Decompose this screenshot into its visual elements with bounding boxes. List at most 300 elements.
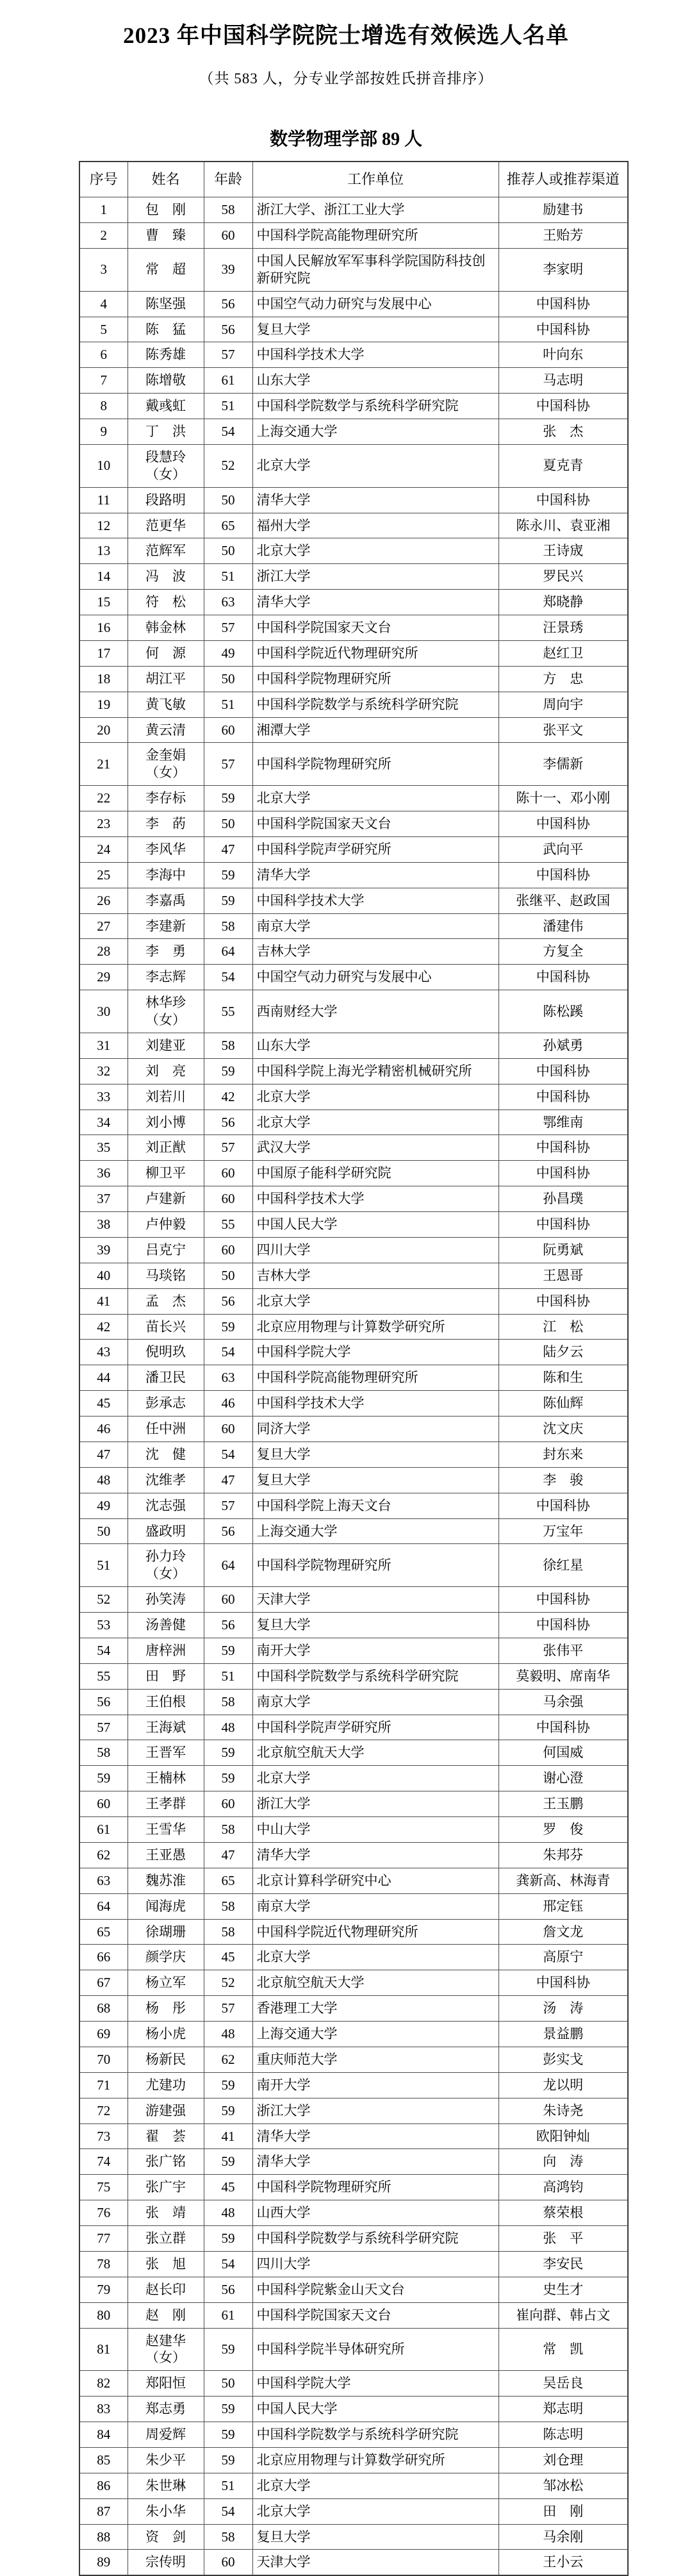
cell-recommender: 彭实戈 — [498, 2047, 628, 2072]
cell-work-unit: 中国科学院物理研究所 — [252, 743, 498, 786]
cell-name: 周爱辉 — [128, 2422, 204, 2448]
cell-recommender: 陈永川、袁亚湘 — [498, 513, 628, 538]
table-row — [79, 1314, 628, 1340]
cell-name: 卢仲毅 — [128, 1212, 204, 1238]
table-row — [79, 368, 628, 394]
cell-serial-number: 39 — [79, 1237, 128, 1263]
cell-recommender: 张 杰 — [498, 419, 628, 445]
cell-age: 63 — [204, 1365, 252, 1391]
cell-work-unit: 北京航空航天大学 — [252, 1740, 498, 1766]
cell-work-unit: 中国科学院上海天文台 — [252, 1493, 498, 1518]
cell-serial-number: 7 — [79, 368, 128, 394]
table-row — [79, 2175, 628, 2200]
cell-recommender: 莫毅明、席南华 — [498, 1663, 628, 1689]
cell-work-unit: 北京大学 — [252, 1109, 498, 1135]
cell-age: 59 — [204, 1638, 252, 1663]
cell-name: 李志辉 — [128, 965, 204, 990]
cell-age: 50 — [204, 2371, 252, 2397]
table-row — [79, 1084, 628, 1109]
cell-name: 朱世琳 — [128, 2473, 204, 2498]
cell-work-unit: 天津大学 — [252, 2550, 498, 2575]
cell-name: 王雪华 — [128, 1817, 204, 1843]
cell-work-unit: 中国科学院大学 — [252, 1340, 498, 1365]
cell-age: 58 — [204, 1033, 252, 1058]
cell-recommender: 徐红星 — [498, 1544, 628, 1587]
cell-age: 54 — [204, 965, 252, 990]
cell-work-unit: 中国空气动力研究与发展中心 — [252, 291, 498, 317]
cell-name: 王楠林 — [128, 1766, 204, 1791]
cell-serial-number: 76 — [79, 2200, 128, 2226]
cell-work-unit: 中国科学技术大学 — [252, 1391, 498, 1417]
cell-age: 55 — [204, 1212, 252, 1238]
table-row — [79, 1467, 628, 1493]
cell-work-unit: 中国科学院物理研究所 — [252, 666, 498, 692]
cell-serial-number: 17 — [79, 640, 128, 666]
cell-work-unit: 中国科学院声学研究所 — [252, 836, 498, 862]
cell-work-unit: 中国科学技术大学 — [252, 888, 498, 913]
cell-work-unit: 中国科学院高能物理研究所 — [252, 1365, 498, 1391]
cell-age: 60 — [204, 1417, 252, 1442]
table-row — [79, 2226, 628, 2252]
cell-work-unit: 中国空气动力研究与发展中心 — [252, 965, 498, 990]
cell-name: 任中洲 — [128, 1417, 204, 1442]
cell-recommender: 王诗宬 — [498, 538, 628, 564]
cell-recommender: 中国科协 — [498, 1135, 628, 1161]
table-row — [79, 2277, 628, 2302]
table-row — [79, 743, 628, 786]
cell-work-unit: 清华大学 — [252, 862, 498, 888]
cell-serial-number: 3 — [79, 248, 128, 291]
table-row — [79, 1970, 628, 1996]
cell-work-unit: 湘潭大学 — [252, 717, 498, 743]
table-row — [79, 1237, 628, 1263]
cell-name: 彭承志 — [128, 1391, 204, 1417]
cell-name: 常 超 — [128, 248, 204, 291]
cell-serial-number: 15 — [79, 590, 128, 615]
cell-serial-number: 57 — [79, 1715, 128, 1740]
cell-recommender: 景益鹏 — [498, 2022, 628, 2047]
table-body — [79, 197, 628, 2576]
cell-recommender: 罗民兴 — [498, 564, 628, 590]
cell-serial-number: 41 — [79, 1288, 128, 1314]
cell-recommender: 江 松 — [498, 1314, 628, 1340]
cell-age: 41 — [204, 2123, 252, 2149]
cell-age: 60 — [204, 1186, 252, 1212]
table-row — [79, 2397, 628, 2422]
gender-note: （女） — [145, 765, 186, 781]
cell-name: 张广铭 — [128, 2149, 204, 2175]
table-row — [79, 342, 628, 368]
cell-serial-number: 89 — [79, 2550, 128, 2575]
table-row — [79, 1715, 628, 1740]
cell-name: 李存标 — [128, 786, 204, 811]
cell-name: 段慧玲 （女） — [128, 444, 204, 487]
table-row — [79, 786, 628, 811]
table-row — [79, 1587, 628, 1613]
cell-recommender: 中国科协 — [498, 1212, 628, 1238]
cell-work-unit: 中国科学院半导体研究所 — [252, 2328, 498, 2371]
cell-age: 54 — [204, 419, 252, 445]
cell-age: 56 — [204, 2277, 252, 2302]
cell-name: 陈坚强 — [128, 291, 204, 317]
cell-serial-number: 37 — [79, 1186, 128, 1212]
cell-work-unit: 中国科学院高能物理研究所 — [252, 223, 498, 249]
cell-name: 胡江平 — [128, 666, 204, 692]
cell-name: 何 源 — [128, 640, 204, 666]
cell-age: 57 — [204, 743, 252, 786]
cell-serial-number: 63 — [79, 1868, 128, 1893]
cell-work-unit: 香港理工大学 — [252, 1996, 498, 2022]
cell-recommender: 欧阳钟灿 — [498, 2123, 628, 2149]
cell-age: 59 — [204, 2447, 252, 2473]
table-row — [79, 717, 628, 743]
cell-serial-number: 35 — [79, 1135, 128, 1161]
cell-serial-number: 83 — [79, 2397, 128, 2422]
cell-age: 65 — [204, 513, 252, 538]
cell-age: 47 — [204, 836, 252, 862]
header-row — [79, 162, 628, 197]
cell-recommender: 张继平、赵政国 — [498, 888, 628, 913]
table-row — [79, 317, 628, 342]
cell-recommender: 方复全 — [498, 939, 628, 965]
cell-recommender: 邹冰松 — [498, 2473, 628, 2498]
cell-work-unit: 中国科学技术大学 — [252, 342, 498, 368]
cell-age: 50 — [204, 1263, 252, 1288]
table-row — [79, 939, 628, 965]
cell-age: 49 — [204, 640, 252, 666]
cell-work-unit: 上海交通大学 — [252, 419, 498, 445]
cell-recommender: 中国科协 — [498, 487, 628, 513]
cell-name: 王晋军 — [128, 1740, 204, 1766]
cell-work-unit: 西南财经大学 — [252, 990, 498, 1033]
table-row — [79, 1033, 628, 1058]
gender-note: （女） — [145, 466, 186, 482]
cell-work-unit: 清华大学 — [252, 590, 498, 615]
cell-work-unit: 南开大学 — [252, 1638, 498, 1663]
cell-age: 60 — [204, 1237, 252, 1263]
cell-name: 田 野 — [128, 1663, 204, 1689]
cell-name: 宗传明 — [128, 2550, 204, 2575]
table-row — [79, 1996, 628, 2022]
cell-age: 45 — [204, 1945, 252, 1970]
cell-name: 朱小华 — [128, 2498, 204, 2524]
cell-serial-number: 70 — [79, 2047, 128, 2072]
table-row — [79, 538, 628, 564]
table-row — [79, 2098, 628, 2123]
cell-recommender: 中国科协 — [498, 1084, 628, 1109]
cell-work-unit: 复旦大学 — [252, 2524, 498, 2550]
cell-work-unit: 中国科学院物理研究所 — [252, 2175, 498, 2200]
cell-age: 56 — [204, 1288, 252, 1314]
cell-recommender: 中国科协 — [498, 1058, 628, 1084]
cell-serial-number: 88 — [79, 2524, 128, 2550]
cell-name: 丁 洪 — [128, 419, 204, 445]
cell-serial-number: 27 — [79, 913, 128, 939]
cell-serial-number: 79 — [79, 2277, 128, 2302]
cell-recommender: 沈文庆 — [498, 1417, 628, 1442]
cell-name: 孟 杰 — [128, 1288, 204, 1314]
table-row — [79, 1391, 628, 1417]
cell-recommender: 詹文龙 — [498, 1919, 628, 1945]
cell-name: 李海中 — [128, 862, 204, 888]
cell-age: 61 — [204, 368, 252, 394]
cell-serial-number: 22 — [79, 786, 128, 811]
cell-recommender: 陈志明 — [498, 2422, 628, 2448]
cell-recommender: 邢定钰 — [498, 1893, 628, 1919]
cell-recommender: 中国科协 — [498, 317, 628, 342]
table-row — [79, 1663, 628, 1689]
cell-work-unit: 清华大学 — [252, 1842, 498, 1868]
cell-serial-number: 38 — [79, 1212, 128, 1238]
cell-serial-number: 49 — [79, 1493, 128, 1518]
cell-serial-number: 75 — [79, 2175, 128, 2200]
cell-name: 汤善健 — [128, 1613, 204, 1638]
cell-work-unit: 北京应用物理与计算数学研究所 — [252, 1314, 498, 1340]
cell-age: 58 — [204, 1919, 252, 1945]
cell-age: 59 — [204, 1740, 252, 1766]
cell-recommender: 赵红卫 — [498, 640, 628, 666]
cell-work-unit: 北京大学 — [252, 1945, 498, 1970]
cell-recommender: 封东来 — [498, 1442, 628, 1467]
table-row — [79, 248, 628, 291]
cell-serial-number: 67 — [79, 1970, 128, 1996]
cell-serial-number: 82 — [79, 2371, 128, 2397]
table-row — [79, 1842, 628, 1868]
cell-recommender: 田 刚 — [498, 2498, 628, 2524]
section-title: 数学物理学部 89 人 — [269, 129, 422, 149]
cell-age: 62 — [204, 2047, 252, 2072]
cell-recommender: 王玉鹏 — [498, 1791, 628, 1817]
cell-name: 柳卫平 — [128, 1161, 204, 1186]
table-row — [79, 2022, 628, 2047]
cell-serial-number: 51 — [79, 1544, 128, 1587]
cell-work-unit: 北京大学 — [252, 538, 498, 564]
cell-work-unit: 南京大学 — [252, 913, 498, 939]
cell-work-unit: 中国人民解放军军事科学院国防科技创新研究院 — [252, 248, 498, 291]
cell-age: 50 — [204, 538, 252, 564]
cell-work-unit: 北京大学 — [252, 786, 498, 811]
cell-age: 57 — [204, 1135, 252, 1161]
cell-work-unit: 北京应用物理与计算数学研究所 — [252, 2447, 498, 2473]
cell-recommender: 中国科协 — [498, 1970, 628, 1996]
cell-age: 59 — [204, 2328, 252, 2371]
cell-serial-number: 31 — [79, 1033, 128, 1058]
cell-serial-number: 86 — [79, 2473, 128, 2498]
cell-name: 刘小博 — [128, 1109, 204, 1135]
cell-age: 58 — [204, 2524, 252, 2550]
cell-work-unit: 南开大学 — [252, 2072, 498, 2098]
table-row — [79, 2072, 628, 2098]
cell-work-unit: 浙江大学 — [252, 2098, 498, 2123]
cell-recommender: 中国科协 — [498, 1161, 628, 1186]
cell-work-unit: 清华大学 — [252, 2149, 498, 2175]
cell-work-unit: 北京航空航天大学 — [252, 1970, 498, 1996]
cell-age: 57 — [204, 1493, 252, 1518]
cell-recommender: 汤 涛 — [498, 1996, 628, 2022]
cell-age: 48 — [204, 2200, 252, 2226]
cell-work-unit: 吉林大学 — [252, 939, 498, 965]
table-row — [79, 1263, 628, 1288]
cell-recommender: 中国科协 — [498, 1493, 628, 1518]
table-row — [79, 2047, 628, 2072]
cell-age: 54 — [204, 2498, 252, 2524]
cell-age: 57 — [204, 342, 252, 368]
cell-name: 陈增敬 — [128, 368, 204, 394]
cell-serial-number: 71 — [79, 2072, 128, 2098]
cell-recommender: 励建书 — [498, 197, 628, 223]
cell-recommender: 史生才 — [498, 2277, 628, 2302]
cell-name: 尤建功 — [128, 2072, 204, 2098]
table-row — [79, 1740, 628, 1766]
cell-name: 刘若川 — [128, 1084, 204, 1109]
table-row — [79, 394, 628, 419]
table-row — [79, 1442, 628, 1467]
table-row — [79, 291, 628, 317]
cell-recommender: 罗 俊 — [498, 1817, 628, 1843]
cell-serial-number: 16 — [79, 615, 128, 641]
table-row — [79, 2422, 628, 2448]
cell-name: 苗长兴 — [128, 1314, 204, 1340]
cell-age: 60 — [204, 1791, 252, 1817]
cell-name: 赵 刚 — [128, 2302, 204, 2328]
cell-recommender: 中国科协 — [498, 1613, 628, 1638]
cell-recommender: 马余强 — [498, 1689, 628, 1715]
cell-serial-number: 13 — [79, 538, 128, 564]
table-row — [79, 2149, 628, 2175]
cell-serial-number: 28 — [79, 939, 128, 965]
cell-name: 沈维孝 — [128, 1467, 204, 1493]
cell-age: 60 — [204, 2550, 252, 2575]
cell-name: 张 旭 — [128, 2251, 204, 2277]
cell-work-unit: 南京大学 — [252, 1893, 498, 1919]
cell-serial-number: 47 — [79, 1442, 128, 1467]
cell-serial-number: 72 — [79, 2098, 128, 2123]
cell-name: 戴彧虹 — [128, 394, 204, 419]
cell-age: 60 — [204, 223, 252, 249]
candidates-table — [79, 161, 629, 2576]
cell-work-unit: 中国科学院近代物理研究所 — [252, 640, 498, 666]
cell-work-unit: 中国科学院数学与系统科学研究院 — [252, 2422, 498, 2448]
table-row — [79, 1212, 628, 1238]
cell-serial-number: 8 — [79, 394, 128, 419]
cell-work-unit: 浙江大学 — [252, 564, 498, 590]
cell-age: 59 — [204, 2072, 252, 2098]
table-row — [79, 615, 628, 641]
cell-work-unit: 中国科学院国家天文台 — [252, 811, 498, 837]
cell-serial-number: 43 — [79, 1340, 128, 1365]
cell-age: 59 — [204, 2422, 252, 2448]
cell-recommender: 高鸿钧 — [498, 2175, 628, 2200]
cell-serial-number: 42 — [79, 1314, 128, 1340]
table-row — [79, 965, 628, 990]
cell-serial-number: 62 — [79, 1842, 128, 1868]
cell-age: 58 — [204, 1893, 252, 1919]
cell-age: 51 — [204, 692, 252, 717]
cell-work-unit: 四川大学 — [252, 2251, 498, 2277]
cell-work-unit: 南京大学 — [252, 1689, 498, 1715]
cell-name: 范更华 — [128, 513, 204, 538]
table-row — [79, 2447, 628, 2473]
cell-work-unit: 中国科学院数学与系统科学研究院 — [252, 692, 498, 717]
cell-serial-number: 59 — [79, 1766, 128, 1791]
cell-serial-number: 73 — [79, 2123, 128, 2149]
cell-serial-number: 20 — [79, 717, 128, 743]
cell-name: 倪明玖 — [128, 1340, 204, 1365]
cell-serial-number: 32 — [79, 1058, 128, 1084]
col-header-unit: 工作单位 — [252, 162, 498, 197]
table-row — [79, 862, 628, 888]
cell-recommender: 叶向东 — [498, 342, 628, 368]
cell-name: 金奎娟 （女） — [128, 743, 204, 786]
cell-serial-number: 19 — [79, 692, 128, 717]
page-title: 2023 年中国科学院院士增选有效候选人名单 — [123, 23, 569, 48]
cell-serial-number: 54 — [79, 1638, 128, 1663]
cell-age: 60 — [204, 1587, 252, 1613]
table-row — [79, 1417, 628, 1442]
cell-serial-number: 68 — [79, 1996, 128, 2022]
cell-name: 李 菂 — [128, 811, 204, 837]
table-row — [79, 1058, 628, 1084]
cell-name: 范辉军 — [128, 538, 204, 564]
cell-recommender: 陈松蹊 — [498, 990, 628, 1033]
cell-age: 51 — [204, 1663, 252, 1689]
cell-recommender: 常 凯 — [498, 2328, 628, 2371]
table-row — [79, 1340, 628, 1365]
cell-recommender: 周向宇 — [498, 692, 628, 717]
cell-name: 资 剑 — [128, 2524, 204, 2550]
cell-age: 50 — [204, 811, 252, 837]
cell-age: 58 — [204, 1689, 252, 1715]
cell-age: 54 — [204, 1340, 252, 1365]
cell-recommender: 蔡荣根 — [498, 2200, 628, 2226]
cell-name: 王伯根 — [128, 1689, 204, 1715]
cell-name: 闻海虎 — [128, 1893, 204, 1919]
cell-serial-number: 50 — [79, 1518, 128, 1544]
cell-name: 郑阳恒 — [128, 2371, 204, 2397]
table-row — [79, 2328, 628, 2371]
cell-serial-number: 4 — [79, 291, 128, 317]
cell-work-unit: 北京大学 — [252, 1084, 498, 1109]
table-row — [79, 1518, 628, 1544]
cell-serial-number: 44 — [79, 1365, 128, 1391]
cell-serial-number: 9 — [79, 419, 128, 445]
cell-serial-number: 66 — [79, 1945, 128, 1970]
cell-name: 吕克宁 — [128, 1237, 204, 1263]
cell-recommender: 李安民 — [498, 2251, 628, 2277]
cell-name: 黄飞敏 — [128, 692, 204, 717]
cell-work-unit: 福州大学 — [252, 513, 498, 538]
col-header-no: 序号 — [79, 162, 128, 197]
cell-serial-number: 84 — [79, 2422, 128, 2448]
table-row — [79, 692, 628, 717]
table-row — [79, 2524, 628, 2550]
cell-recommender: 郑晓静 — [498, 590, 628, 615]
table-row — [79, 1613, 628, 1638]
cell-serial-number: 56 — [79, 1689, 128, 1715]
cell-age: 47 — [204, 1467, 252, 1493]
cell-age: 51 — [204, 394, 252, 419]
cell-name: 包 刚 — [128, 197, 204, 223]
table-row — [79, 444, 628, 487]
cell-name: 王亚愚 — [128, 1842, 204, 1868]
cell-age: 51 — [204, 2473, 252, 2498]
cell-serial-number: 5 — [79, 317, 128, 342]
cell-age: 57 — [204, 1996, 252, 2022]
cell-name: 符 松 — [128, 590, 204, 615]
cell-work-unit: 重庆师范大学 — [252, 2047, 498, 2072]
col-header-name: 姓名 — [128, 162, 204, 197]
cell-age: 59 — [204, 888, 252, 913]
